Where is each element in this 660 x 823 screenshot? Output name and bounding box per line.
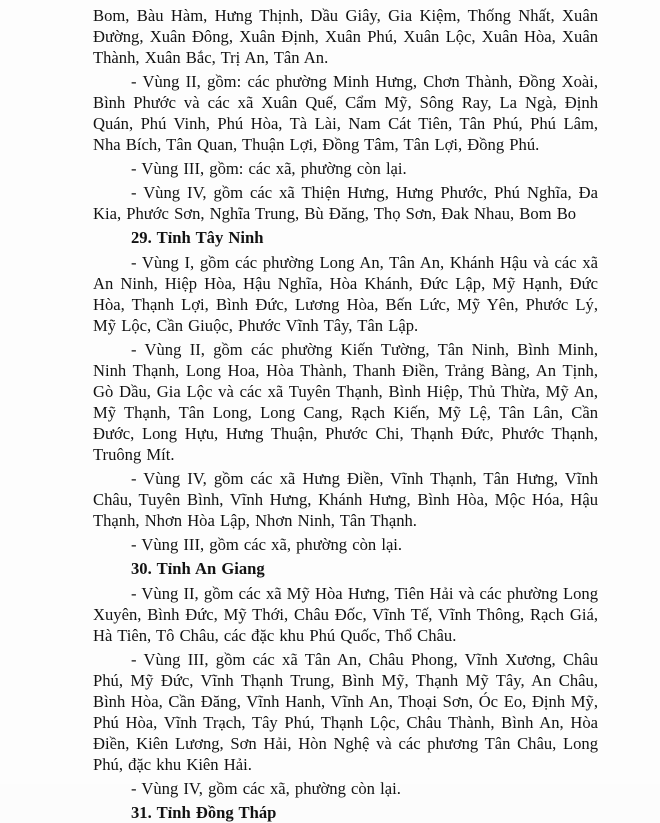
paragraph-vung-ii-kien-tuong: - Vùng II, gồm các phường Kiến Tường, Tân Ninh, Bình Minh, Ninh Thạnh, Long Hoa, Hòa Thành, Thanh Điền, Trảng Bàng, An Tịnh, Gò Dầu, Gia Lộc và các xã Tuyên Thạnh, Bình Hiệp, Thủ Thừa, Mỹ An, Mỹ Thạnh, Tân Long, Long Cang, Rạch Kiến, Mỹ Lệ, Tân Lân, Cần Đước, Long Hựu, Hưng Thuận, Phước Chi, Thạnh Đức, Phước Thạnh, Truông Mít. (93, 340, 598, 464)
heading-tinh-an-giang: 30. Tỉnh An Giang (131, 559, 265, 578)
paragraph-vung-ii-my-hoa-hung: - Vùng II, gồm các xã Mỹ Hòa Hưng, Tiên Hải và các phường Long Xuyên, Bình Đức, Mỹ Thới, Châu Đốc, Vĩnh Tế, Vĩnh Thông, Rạch Giá, Hà Tiên, Tô Châu, các đặc khu Phú Quốc, Thổ Châu. (93, 584, 598, 645)
paragraph-vung-iv-bu-dang: - Vùng IV, gồm các xã Thiện Hưng, Hưng Phước, Phú Nghĩa, Đa Kia, Phước Sơn, Nghĩa Trung, Bù Đăng, Thọ Sơn, Đak Nhau, Bom Bo (93, 183, 598, 223)
paragraph-vung-iii-tan-an: - Vùng III, gồm các xã Tân An, Châu Phong, Vĩnh Xương, Châu Phú, Mỹ Đức, Vĩnh Thạnh Trung, Bình Mỹ, Thạnh Mỹ Tây, An Châu, Bình Hòa, Cần Đăng, Vĩnh Hanh, Vĩnh An, Thoại Sơn, Óc Eo, Định Mỹ, Phú Hòa, Vĩnh Trạch, Tây Phú, Thạnh Lộc, Châu Thành, Bình An, Hòa Điền, Kiên Lương, Sơn Hải, Hòn Nghệ và các phương Tân Châu, Long Phú, đặc khu Kiên Hải. (93, 650, 598, 774)
paragraph-vung-iv-remaining: - Vùng IV, gồm các xã, phường còn lại. (131, 779, 401, 798)
paragraph-vung-i-long-an: - Vùng I, gồm các phường Long An, Tân An, Khánh Hậu và các xã An Ninh, Hiệp Hòa, Hậu Nghĩa, Hòa Khánh, Đức Lập, Mỹ Hạnh, Đức Hòa, Thạnh Lợi, Bình Đức, Lương Hòa, Bến Lức, Mỹ Yên, Phước Lý, Mỹ Lộc, Cần Giuộc, Phước Vĩnh Tây, Tân Lập. (93, 253, 598, 335)
paragraph-vung-iii-remaining: - Vùng III, gồm: các xã, phường còn lại. (131, 159, 407, 178)
paragraph-vung-iv-hung-dien: - Vùng IV, gồm các xã Hưng Điền, Vĩnh Thạnh, Tân Hưng, Vĩnh Châu, Tuyên Bình, Vĩnh Hưng, Khánh Hưng, Bình Hòa, Mộc Hóa, Hậu Thạnh, Nhơn Hòa Lập, Nhơn Ninh, Tân Thạnh. (93, 469, 598, 530)
paragraph-vung-iii-remaining-2: - Vùng III, gồm các xã, phường còn lại. (131, 535, 403, 554)
paragraph-vung-ii-binh-phuoc: - Vùng II, gồm: các phường Minh Hưng, Chơn Thành, Đồng Xoài, Bình Phước và các xã Xuân Quế, Cẩm Mỹ, Sông Ray, La Ngà, Định Quán, Phú Vinh, Phú Hòa, Tà Lài, Nam Cát Tiên, Tân Phú, Phú Lâm, Nha Bích, Tân Quan, Thuận Lợi, Đồng Tâm, Tân Lợi, Đồng Phú. (93, 72, 598, 154)
heading-tinh-tay-ninh: 29. Tỉnh Tây Ninh (131, 228, 264, 247)
heading-tinh-dong-thap: 31. Tỉnh Đồng Tháp (131, 803, 277, 822)
paragraph-commune-list-continuation: Bom, Bàu Hàm, Hưng Thịnh, Dầu Giây, Gia Kiệm, Thống Nhất, Xuân Đường, Xuân Đông, Xuân Định, Xuân Phú, Xuân Lộc, Xuân Hòa, Xuân Thành, Xuân Bắc, Trị An, Tân An. (93, 6, 598, 67)
